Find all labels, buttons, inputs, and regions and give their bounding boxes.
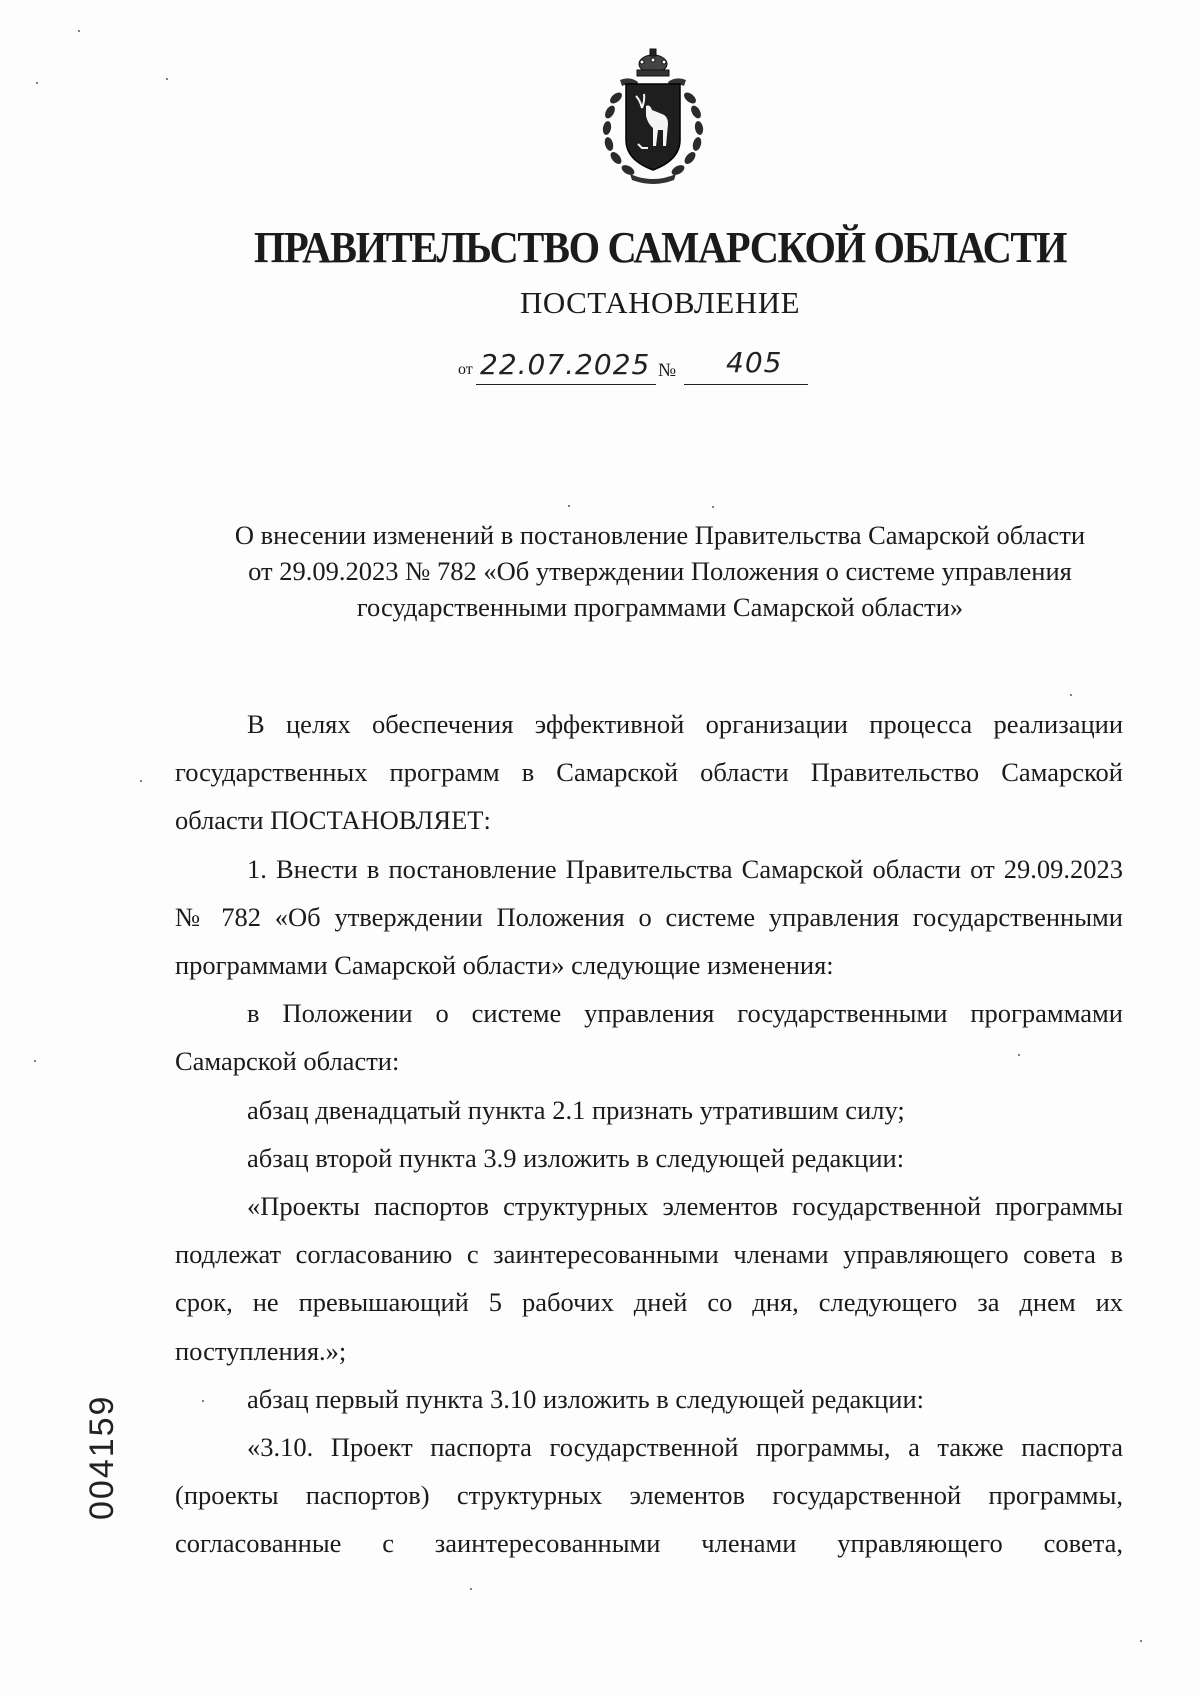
handwritten-date: 22.07.2025 — [480, 348, 651, 381]
scan-speck — [140, 780, 142, 782]
scan-speck — [470, 1588, 472, 1590]
number-underline — [684, 384, 808, 385]
scan-speck — [166, 78, 168, 80]
scan-speck — [568, 505, 570, 507]
title-line: О внесении изменений в постановление Правительства Самарской области — [234, 520, 1086, 550]
body-paragraph: в Положении о системе управления государственными программами Самарской области: — [175, 998, 1123, 1077]
scan-speck — [1070, 694, 1072, 696]
scan-speck — [712, 506, 714, 508]
scan-speck — [1018, 1054, 1020, 1056]
scan-speck — [202, 1400, 204, 1402]
body-paragraph: «3.10. Проект паспорта государственной программы, а также паспорта (проекты паспортов) структурных элементов государственной программы, согласованные с заинтересованными членами управляющего совета, — [175, 1432, 1123, 1559]
body-paragraph: «Проекты паспортов структурных элементов государственной программы подлежат согласованию с заинтересованными членами управляющего совета в срок, не превышающий 5 рабочих дней со дня, следующего за днем их поступления.»; — [175, 1191, 1123, 1366]
scan-speck — [78, 30, 80, 32]
scan-speck — [34, 1060, 36, 1062]
scan-speck — [1140, 1640, 1142, 1642]
margin-stamp-number: 004159 — [83, 1394, 121, 1520]
document-type: ПОСТАНОВЛЕНИЕ — [519, 285, 801, 320]
document-title — [175, 517, 1145, 625]
date-number-line — [458, 348, 858, 388]
title-line: государственными программами Самарской области» — [356, 592, 964, 622]
date-prefix: от — [458, 361, 473, 378]
samara-oblast-coat-of-arms-icon — [590, 48, 716, 188]
body-paragraph: абзац второй пункта 3.9 изложить в следующей редакции: — [247, 1142, 905, 1173]
body-paragraph: абзац первый пункта 3.10 изложить в следующей редакции: — [247, 1383, 925, 1414]
body-paragraph: абзац двенадцатый пункта 2.1 признать утратившим силу; — [247, 1094, 905, 1125]
document-body — [175, 700, 1123, 1568]
handwritten-number: 405 — [726, 346, 783, 379]
scan-speck — [36, 82, 38, 84]
number-prefix: № — [658, 360, 677, 381]
organization-name: ПРАВИТЕЛЬСТВО САМАРСКОЙ ОБЛАСТИ — [253, 223, 1067, 272]
date-underline — [476, 384, 656, 385]
body-paragraph: 1. Внести в постановление Правительства Самарской области от 29.09.2023 № 782 «Об утверждении Положения о системе управления государственными программами Самарской области» следующие изменения: — [175, 853, 1123, 981]
title-line: от 29.09.2023 № 782 «Об утверждении Положения о системе управления — [248, 556, 1072, 586]
body-paragraph: В целях обеспечения эффективной организации процесса реализации государственных программ в Самарской области Правительство Самарской области ПОСТАНОВЛЯЕТ: — [175, 709, 1123, 836]
